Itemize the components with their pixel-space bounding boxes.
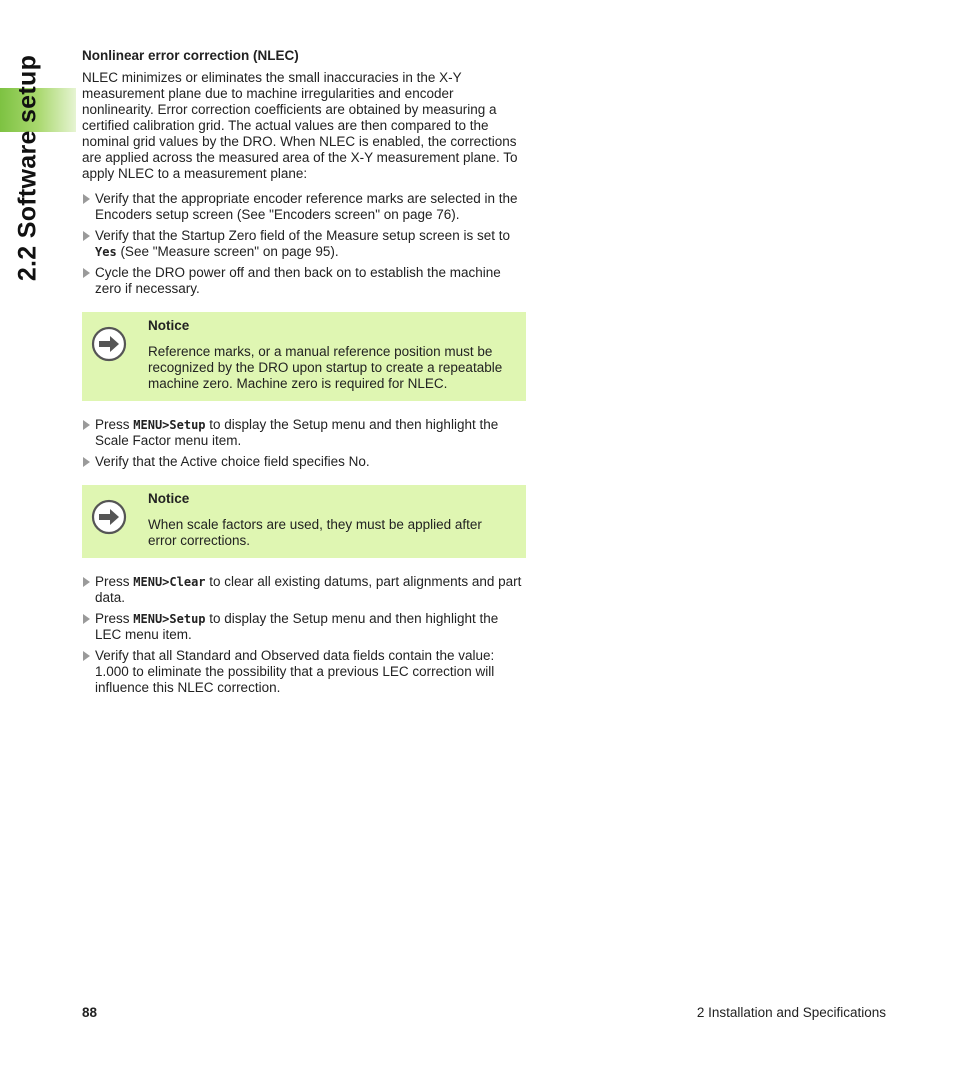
bullet-triangle-icon: [83, 231, 90, 241]
step-item: Press MENU>Setup to display the Setup menu and then highlight the Scale Factor menu item.: [82, 417, 526, 449]
main-content: [82, 48, 526, 701]
notice-text: Reference marks, or a manual reference position must be recognized by the DRO upon startup to create a repeatable machine zero. Machine zero is required for NLEC.: [148, 344, 503, 391]
section-heading: Nonlinear error correction (NLEC): [82, 48, 299, 63]
step-item: Verify that all Standard and Observed data fields contain the value: 1.000 to eliminate the possibility that a previous LEC correction will influence this NLEC correction.: [82, 648, 526, 696]
notice-text: When scale factors are used, they must be applied after error corrections.: [148, 517, 482, 548]
step-item: Verify that the appropriate encoder reference marks are selected in the Encoders setup screen (See "Encoders screen" on page 76).: [82, 191, 526, 223]
bullet-triangle-icon: [83, 194, 90, 204]
bullet-triangle-icon: [83, 651, 90, 661]
code-keyword: MENU>Clear: [133, 575, 206, 589]
arrow-right-icon: [91, 326, 127, 362]
notice-title: Notice: [148, 318, 190, 333]
bullet-triangle-icon: [83, 420, 90, 430]
bullet-triangle-icon: [83, 457, 90, 467]
chapter-title: 2 Installation and Specifications: [696, 1005, 886, 1020]
bullet-triangle-icon: [83, 577, 90, 587]
step-item: Cycle the DRO power off and then back on to establish the machine zero if necessary.: [82, 265, 526, 297]
intro-paragraph: NLEC minimizes or eliminates the small inaccuracies in the X-Y measurement plane due to machine irregularities and encoder nonlinearity. Error correction coefficients are obtained by measuring a certified calibration grid. The actual values are then compared to the nominal grid values by the DRO. When NLEC is enabled, the corrections are applied across the measured area of the X-Y measurement plane. To apply NLEC to a measurement plane:: [82, 70, 518, 181]
step-item: Verify that the Startup Zero field of the Measure setup screen is set to Yes (See "Measure screen" on page 95).: [82, 228, 526, 260]
arrow-right-icon: [91, 499, 127, 535]
bullet-triangle-icon: [83, 614, 90, 624]
page-number: 88: [82, 1005, 98, 1020]
step-item: Press MENU>Setup to display the Setup menu and then highlight the LEC menu item.: [82, 611, 526, 643]
notice-title: Notice: [148, 491, 190, 506]
notice-box: [82, 312, 526, 401]
step-item: Verify that the Active choice field specifies No.: [82, 454, 526, 470]
code-keyword: MENU>Setup: [133, 418, 206, 432]
notice-box: [82, 485, 526, 558]
bullet-triangle-icon: [83, 268, 90, 278]
code-keyword: MENU>Setup: [133, 612, 206, 626]
step-item: Press MENU>Clear to clear all existing datums, part alignments and part data.: [82, 574, 526, 606]
code-keyword: Yes: [95, 245, 117, 259]
